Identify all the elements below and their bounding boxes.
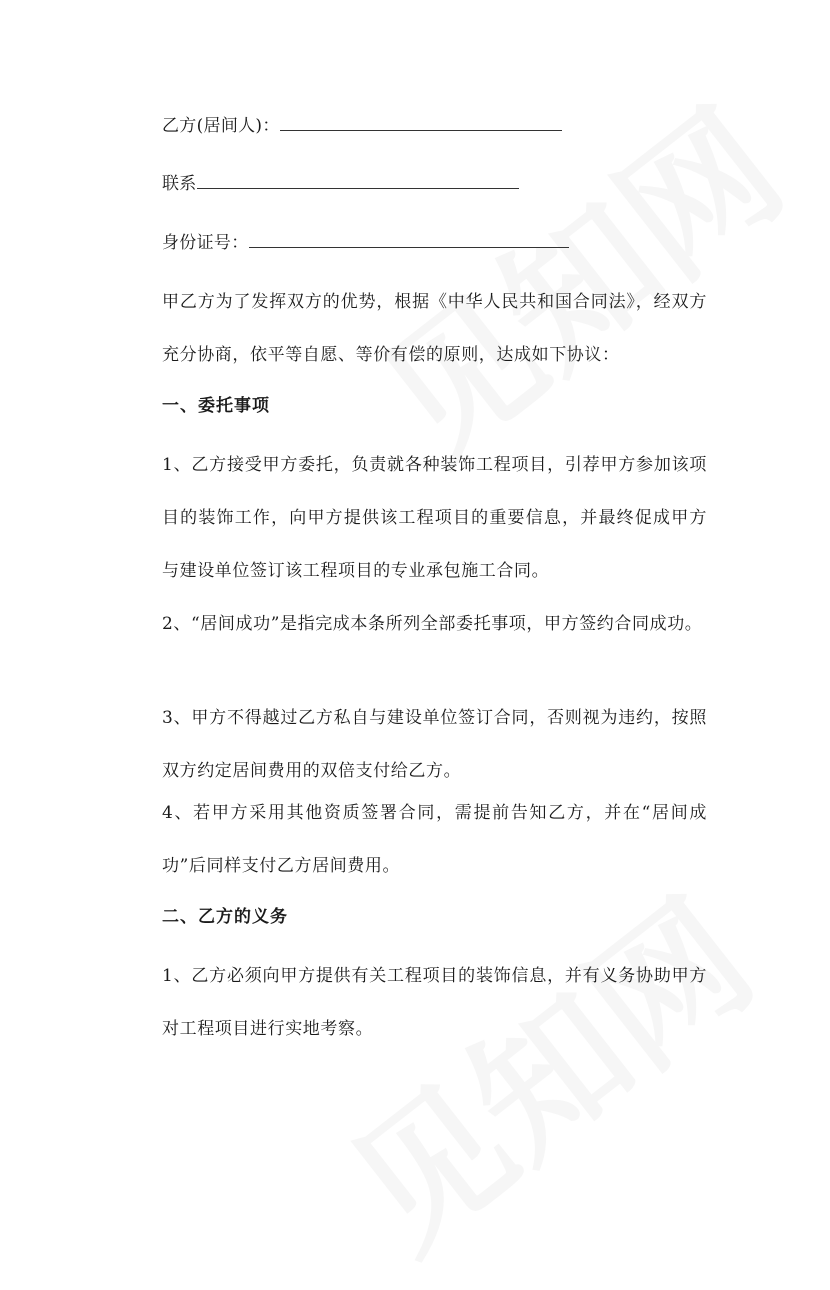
- contact-label: 联系: [162, 174, 197, 194]
- id-number-blank[interactable]: [249, 231, 569, 248]
- section-2-item-1: 1、乙方必须向甲方提供有关工程项目的装饰信息，并有义务协助甲方对工程项目进行实地考察。: [162, 966, 707, 1039]
- intro-paragraph: [162, 276, 707, 382]
- intro-text: 甲乙方为了发挥双方的优势，根据《中华人民共和国合同法》，经双方充分协商，依平等自愿、等价有偿的原则，达成如下协议：: [162, 292, 707, 365]
- party-b-field: [162, 114, 562, 137]
- section-1-item-2: 2、“居间成功”是指完成本条所列全部委托事项，甲方签约合同成功。: [162, 614, 703, 634]
- contact-field: [162, 172, 519, 195]
- id-number-field: [162, 231, 569, 254]
- party-b-blank[interactable]: [280, 114, 562, 131]
- party-b-label: 乙方(居间人)：: [162, 116, 280, 136]
- section-1-heading: 一、委托事项: [162, 396, 270, 416]
- section-2-heading: 二、乙方的义务: [162, 907, 288, 927]
- section-1-item-3: 3、甲方不得越过乙方私自与建设单位签订合同，否则视为违约，按照双方约定居间费用的双倍支付给乙方。: [162, 708, 707, 781]
- section-1-item-4: 4、若甲方采用其他资质签署合同，需提前告知乙方，并在“居间成功”后同样支付乙方居间费用。: [162, 803, 707, 876]
- id-number-label: 身份证号：: [162, 233, 249, 253]
- watermark-bottom: [300, 843, 788, 1290]
- section-1-item-1: 1、乙方接受甲方委托，负责就各种装饰工程项目，引荐甲方参加该项目的装饰工作，向甲方提供该工程项目的重要信息，并最终促成甲方与建设单位签订该工程项目的专业承包施工合同。: [162, 455, 707, 581]
- contact-blank[interactable]: [197, 172, 519, 189]
